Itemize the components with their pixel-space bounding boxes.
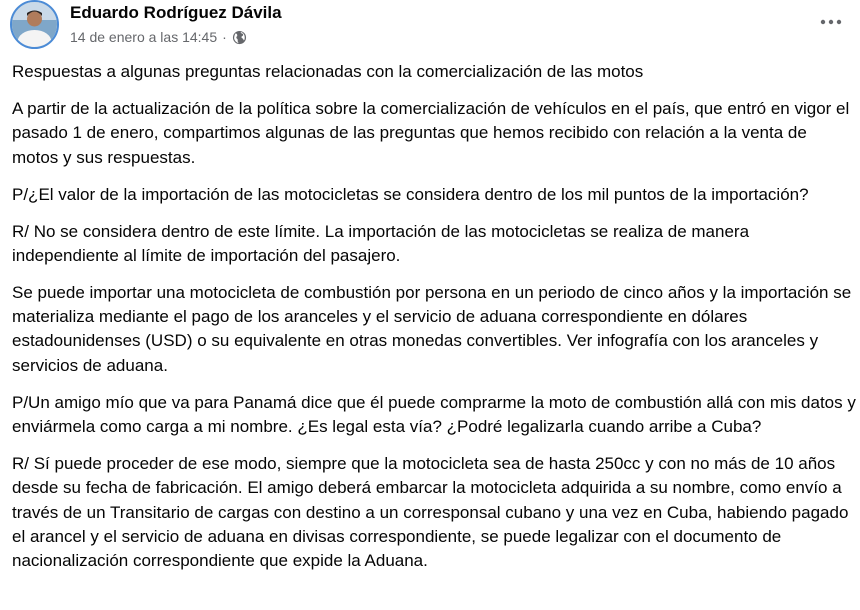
post-answer-1: R/ No se considera dentro de este límite. La importación de las motocicletas se realiza de manera independiente al límite de importación del pasajero. <box>12 221 750 265</box>
post-answer-2: R/ Sí puede proceder de ese modo, siempre que la motocicleta sea de hasta 250cc y con no más de 10 años desde su fecha de fabricación. El amigo deberá embarcar la motocicleta adquirida a su nombre, como envío a través de un Transitario de cargas con destino a un corresponsal cubano y una vez en Cuba, habiendo pagado el arancel y el servicio de aduana en divisas correspondiente, se puede legalizar con el documento de nacionalización correspondiente que expide la Aduana. <box>12 453 849 571</box>
more-options-button[interactable] <box>816 10 846 34</box>
post-body <box>12 60 857 586</box>
more-options-icon <box>820 19 842 25</box>
meta-separator: · <box>222 29 227 45</box>
post-timestamp[interactable]: 14 de enero a las 14:45 <box>70 29 218 45</box>
post-header <box>0 0 860 58</box>
post-question-2: P/Un amigo mío que va para Panamá dice que él puede comprarme la moto de combustión allá con mis datos y enviármela como carga a mi nombre. ¿Es legal esta vía? ¿Podré legalizarla cuando arribe a Cuba? <box>12 392 856 436</box>
globe-icon[interactable] <box>232 30 247 45</box>
post-paragraph-title: Respuestas a algunas preguntas relacionadas con la comercialización de las motos <box>12 62 644 81</box>
post-paragraph-import: Se puede importar una motocicleta de combustión por persona en un periodo de cinco años y la importación se materializa mediante el pago de los aranceles y el servicio de aduana correspondiente en dólares estadounidenses (USD) o su equivalente en otras monedas convertibles. Ver infografía con los aranceles y servicios de aduana. <box>12 282 852 375</box>
post-meta <box>70 29 247 45</box>
author-name[interactable]: Eduardo Rodríguez Dávila <box>70 3 282 22</box>
post-paragraph-intro: A partir de la actualización de la política sobre la comercialización de vehículos en el país, que entró en vigor el pasado 1 de enero, compartimos algunas de las preguntas que hemos recibido con relación a la venta de motos y sus respuestas. <box>12 98 850 167</box>
post-question-1: P/¿El valor de la importación de las motocicletas se considera dentro de los mil puntos de la importación? <box>12 184 809 204</box>
avatar[interactable] <box>10 0 59 49</box>
avatar-photo <box>12 2 57 47</box>
